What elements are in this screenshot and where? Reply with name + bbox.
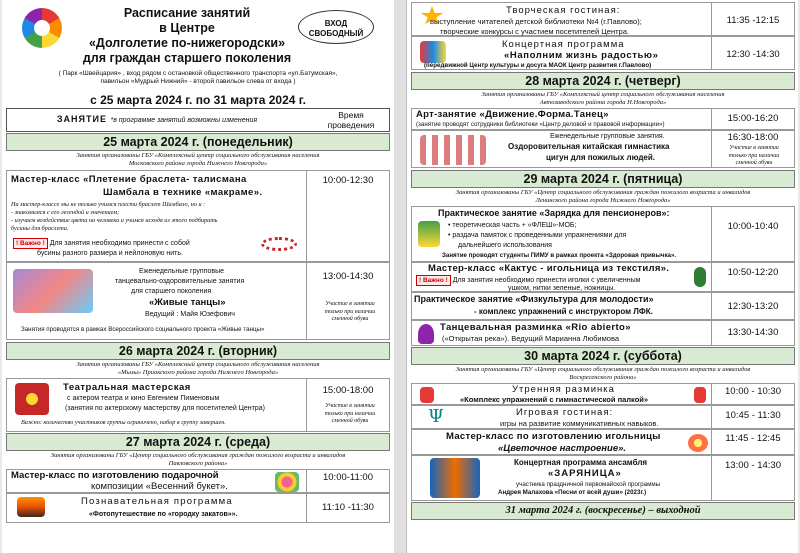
event-time: 10:50-12:20 [727,267,779,278]
schedule-page-right [406,0,798,553]
event-row-pincushion: Мастер-класс по изготовлению игольницы «Цветочное настроение». 11:45 - 12:45 [411,429,795,455]
schedule-header [2,0,394,96]
dancer-icon [418,324,434,344]
organizer-note: Занятия организованы ГБУ «Центр социального обслуживания граждан пожилого возраста и инвалидов Павловского района» [50,452,346,467]
location-line: ( Парк «Швейцария» , вход рядом с остановкой общественного транспорта «ул.Батумская», [58,70,338,77]
page-title [72,6,302,66]
event-row-photo-tour: Познавательная программа «Фотопутешествие по «городку закатов»». 11:10 -11:30 [6,493,390,523]
bracelet-icon [261,237,297,251]
event-time: 13:00 - 14:30 [725,460,781,471]
schedule-period: с 25 марта 2024 г. по 31 марта 2024 г. [90,93,306,107]
event-time: 11:35 -12:15 [726,15,780,26]
column-time-label: Время проведения [327,110,375,130]
event-time: 10:00 - 10:30 [725,386,781,397]
day-header-monday: 25 марта 2024 г. (понедельник) [6,133,390,151]
day-header-friday: 29 марта 2024 г. (пятница) [411,170,795,188]
event-row-morning-warmup: Утренняя разминка «Комплекс упражнений с гимнастической палкой» 10:00 - 10:30 [411,383,795,405]
day-header-sunday: 31 марта 2024 г. (воскресенье) – выходной [411,502,795,520]
qigong-figures-icon [420,135,486,165]
flower-pincushion-icon [688,434,708,452]
day-header-wednesday: 27 марта 2024 г. (среда) [6,433,390,451]
organizer-note: Занятия организованы ГБУ «Центр социального обслуживания граждан пожилого возраста и инвалидов Воскресенского района» [455,366,751,381]
title-line: в Центре [159,21,215,35]
event-row-cactus: Мастер-класс «Кактус - игольница из текстиля». ! Важно ! Для занятия необходимо принести иголки с увеличенным ушком, нитки зеленые, ножницы. 10:50-12:20 [411,262,795,292]
exercise-people-icon [418,221,440,247]
entry-text: СВОБОДНЫЙ [308,29,364,38]
event-time: 11:45 - 12:45 [725,433,781,444]
organizer-note: Занятия организованы ГБУ «Центр социального обслуживания граждан пожилого возраста и инвалидов Ленинского района города Нижнего Новгорода» [455,189,751,204]
event-time: 16:30-18:00 [727,132,779,143]
event-row-qigong: Еженедельные групповые занятия. Оздоровительная китайская гимнастика цигун для пожилых людей. 16:30-18:00 Участие в занятии только при наличии сменной обуви [411,130,795,168]
important-badge: ! Важно ! [13,238,48,249]
flower-logo-icon [22,8,62,48]
page-gutter [394,0,406,553]
shoe-note: Участие в занятии только при наличии сменной обуви [324,301,376,322]
event-time: 15:00-16:20 [727,113,779,124]
event-time: 10:00-11:00 [322,472,373,483]
cactus-icon [694,267,706,287]
event-time: 10:45 - 11:30 [725,410,781,421]
title-line: для граждан старшего поколения [82,51,292,65]
entry-text: ВХОД [324,19,348,28]
ensemble-photo-icon [430,458,480,498]
event-time: 12:30-13:20 [727,301,779,312]
shoe-note: Участие в занятии только при наличии сменной обуви [324,403,376,424]
event-time: 13:30-14:30 [727,327,779,338]
event-time: 10:00-10:40 [727,221,779,232]
dancers-icon [13,269,93,313]
warmup-figure-icon [694,387,706,403]
concert-people-icon [420,41,446,63]
day-header-thursday: 28 марта 2024 г. (четверг) [411,72,795,90]
shoe-note: Участие в занятии только при наличии сменной обуви [728,145,780,166]
bouquet-icon [275,472,299,492]
psi-icon: Ψ [428,406,444,427]
event-row-literary: Творческая гостиная: выступление читателей детской библиотеки №4 (г.Павлово); творческие конкурсы с участием посетителей Центра. 11:35 -12:15 [411,2,795,36]
schedule-page-left [2,0,394,553]
event-row-art: Арт-занятие «Движение.Форма.Танец» (занятие проводят сотрудники библиотеки «Центр деловой и правовой информации») 15:00-16:20 [411,108,795,130]
event-row-bouquet: Мастер-класс по изготовлению подарочной композиции «Весенний букет». 10:00-11:00 [6,469,390,493]
event-row-game-lounge: Ψ Игровая гостиная: игры на развитие коммуникативных навыков. 10:45 - 11:30 [411,405,795,429]
theatre-curtain-icon [15,383,49,415]
event-row-theatre: Театральная мастерская с актером театра и кино Евгением Пименовым (занятия по актерскому мастерству для посетителей Центра) Важно: количество участников группы ограничено, набор в группу завершен. 15:00-18:00 Участие в занятии только при наличии сменной обуви [6,378,390,432]
organizer-note: Занятия организованы ГБУ «Комплексный центр социального обслуживания населения «Мызы» Приокского района города Нижнего Новгорода» [76,361,320,376]
free-entry-badge [298,10,374,44]
organizer-note: Занятия организованы ГБУ «Комплексный центр социального обслуживания населения Автозаводского района города Н.Новгорода» [481,91,725,106]
day-header-saturday: 30 марта 2024 г. (суббота) [411,347,795,365]
event-time: 11:10 -11:30 [322,502,374,513]
organizer-note: Занятия организованы ГБУ «Комплексный центр социального обслуживания населения Московского района города Нижнего Новгорода» [76,152,320,167]
event-time: 10:00-12:30 [322,175,374,186]
event-time: 15:00-18:00 [322,385,374,396]
event-row-dances: Еженедельные групповые танцевально-оздоровительные занятия для старшего поколения «Живые танцы» Ведущий : Майя Юзефович Занятия проводятся в рамках Всероссийского социального проекта «Живые танцы» 13:00-14:30 Участие в занятии только при наличии сменной обуви [6,262,390,340]
title-line: «Долголетие по-нижегородски» [88,36,286,50]
title-line: Расписание занятий [123,6,251,20]
warmup-figure-icon [420,387,434,403]
event-row-ensemble: Концертная программа ансамбля «ЗАРЯНИЦА» участника праздничной первомайской программы Андрея Малахова «Песни от всей души» (2023г.) 13:00 - 14:30 [411,455,795,501]
important-badge: ! Важно ! [416,275,451,286]
event-row-concert: Концертная программа «Наполним жизнь радостью» (передвижной Центр культуры и досуга МАОК Центр развития г.Павлово) 12:30 -14:30 [411,36,795,70]
day-header-tuesday: 26 марта 2024 г. (вторник) [6,342,390,360]
event-row-dance-warmup: Танцевальная разминка «Rio abierto» («Открытая река»). Ведущий Марианна Любимова 13:30-14:30 [411,320,795,346]
event-row-physical-ed: Практическое занятие «Физкультура для молодости» - комплекс упражнений с инструктором ЛФК. 12:30-13:20 [411,292,795,320]
sunset-icon [17,497,45,517]
event-time: 12:30 -14:30 [726,49,780,60]
event-row-morning-exercise: Практическое занятие «Зарядка для пенсионеров»: • теоретическая часть + «ФЛЕШ»-МОБ; • раздача памяток с проведенными упражнениями для дальнейшего использования Занятие проводят студенты ПИМУ в рамках проекта «Здоровая привычка». 10:00-10:40 [411,206,795,262]
location-line: павильон «Мудрый Нижний» - второй павильон слева от входа ) [100,78,296,85]
column-label: ЗАНЯТИЕ *в программе занятий возможны изменения [56,114,258,124]
event-time: 13:00-14:30 [322,271,374,282]
column-header [6,108,390,132]
location-info [4,70,392,86]
event-row-macrame: Мастер-класс «Плетение браслета- талисмана Шамбала в технике «макраме». На мастер-классе мы не только учимся плести браслет Шамбало, но и : - знакомимся с его легендой и значением; - изучаем воздействие цвета на человека и учимся исходя из этого подбирать бусины для браслета. ! Важно ! Для занятия необходимо принести с собой бусины разного размера и нейлоновую нить. 10:00-12:30 [6,170,390,262]
